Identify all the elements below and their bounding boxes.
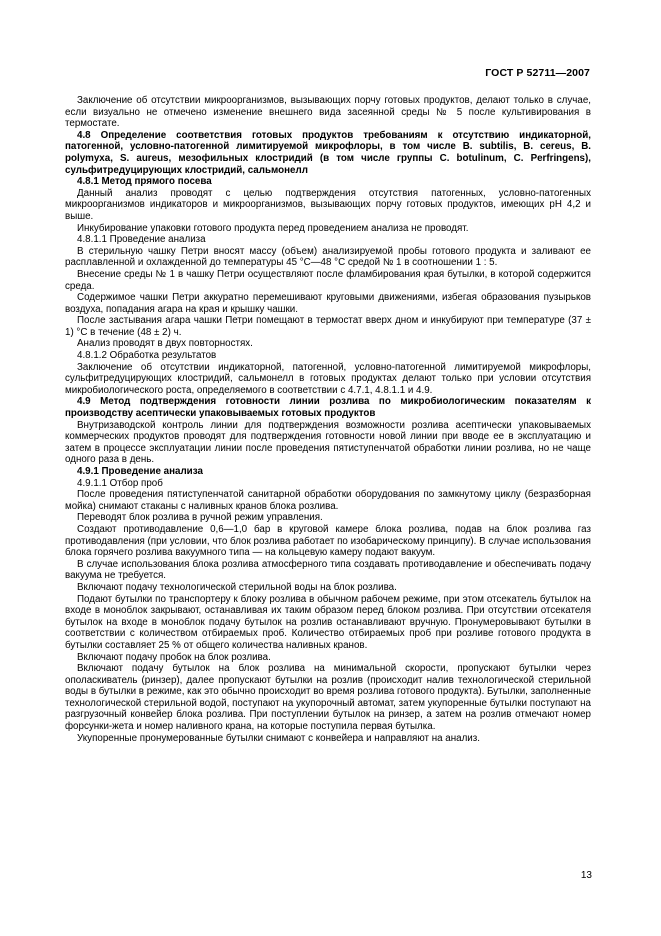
body-paragraph: Инкубирование упаковки готового продукта перед проведением анализа не проводят. (77, 222, 469, 234)
body-paragraph: После проведения пятиступенчатой санитарной обработки оборудования по замкнутому циклу (безразборная мойка) снимают стаканы с наливных кранов блока розлива. (65, 489, 591, 512)
body-paragraph: Данный анализ проводят с целью подтверждения отсутствия патогенных, условно-патогенных микроорганизмов индикаторов и микроорганизмов, вызывающих порчу готовых продуктов, имеющих pH 4,2 и выше. (65, 187, 591, 222)
body-paragraph: После застывания агара чашки Петри помещают в термостат вверх дном и инкубируют при температуре (37 ± 1) °С в течение (48 ± 2) ч. (65, 315, 591, 338)
body-paragraph: Заключение об отсутствии микроорганизмов, вызывающих порчу готовых продуктов, делают только в случае, если визуально не отмечено изменение внешнего вида засеянной среды № 5 после культивирования в термостате. (65, 95, 591, 130)
section-heading: 4.9 Метод подтверждения готовности линии розлива по микробиологическим показателям к производству асептически упаковываемых готовых продуктов (65, 396, 591, 420)
body-paragraph: Включают подачу технологической стерильной воды на блок розлива. (77, 581, 397, 593)
body-paragraph: 4.8.1.2 Обработка результатов (77, 350, 217, 362)
body-paragraph: Анализ проводят в двух повторностях. (77, 338, 253, 350)
body-paragraph: Внутризаводской контроль линии для подтверждения возможности розлива асептически упаковываемых коммерческих продуктов проводят для подтверждения готовности новой линии при вводе ее в эксплуатацию и затем в процессе эксплуатации линии после проведения пятиступенчатой обработки линии розлива, но не чаще одного раза в день. (65, 419, 591, 466)
body-paragraph: Содержимое чашки Петри аккуратно перемешивают круговыми движениями, избегая образования пузырьков воздуха, попадания агара на края и крышку чашки. (65, 292, 591, 315)
body-paragraph: Укупоренные пронумерованные бутылки снимают с конвейера и направляют на анализ. (77, 732, 480, 744)
body-paragraph: Создают противодавление 0,6—1,0 бар в круговой камере блока розлива, подав на блок розлива газ противодавления (при условии, что блок розлива работает по изобарическому принципу). В случае использования блока горячего розлива вакуумного типа — на кольцевую камеру подают вакуум. (65, 523, 591, 559)
body-paragraph: В стерильную чашку Петри вносят массу (объем) анализируемой пробы готового продукта и заливают ее расплавленной и охлажденной до температуры 45 °С—48 °С средой № 1 в соотношении 1 : 5. (65, 245, 591, 269)
section-heading: 4.8.1 Метод прямого посева (77, 176, 212, 188)
body-paragraph: Внесение среды № 1 в чашку Петри осуществляют после фламбирования края бутылки, в которой содержится среда. (65, 268, 591, 292)
body-paragraph: Подают бутылки по транспортеру к блоку розлива в обычном рабочем режиме, при этом отсекатель бутылок на входе в моноблок закрывают, останавливая их таким образом перед блоком розлива. При отсутствии отсекателя бутылок на входе в моноблок подачу бутылок на розлив останавливают вручную. Пронумеровывают бутылки в соответствии с количеством отбираемых проб. Количество отбираемых проб при розливе готового продукта в бутылки составляет 25 % от общего количества наливных кранов. (65, 593, 591, 651)
document-header: ГОСТ Р 52711—2007 (485, 67, 590, 79)
body-paragraph: Включают подачу бутылок на блок розлива на минимальной скорости, пропускают бутылки через ополаскиватель (ринзер), далее пропускают бутылки на розлив (происходит налив технологической стерильной воды в бутылки в режиме, как это обычно происходит во время розлива готового продукта). Бутылки, заполненные технологической стерильной водой, поступают на укупорочный автомат, затем укупоренные бутылки поступают на разгрузочный конвейер блока розлива. При поступлении бутылок на ринзер, а затем на розлив отмечают номер форсунки-жета и номер наливного крана, на которые поступила первая бутылка. (65, 663, 591, 733)
body-paragraph: Включают подачу пробок на блок розлива. (77, 651, 271, 663)
document-body (65, 95, 591, 744)
page-number: 13 (580, 870, 592, 881)
body-paragraph: 4.8.1.1 Проведение анализа (77, 234, 206, 246)
body-paragraph: 4.9.1.1 Отбор проб (77, 477, 163, 489)
body-paragraph: Заключение об отсутствии индикаторной, патогенной, условно-патогенной лимитируемой микрофлоры, сульфитредуцирующих клостридий, сальмонелл в готовых продуктах делают только при условии отсутствия микробиологического роста, определяемого в соответствии с 4.7.1, 4.8.1.1 и 4.9. (65, 361, 591, 396)
section-heading: 4.8 Определение соответствия готовых продуктов требованиям к отсутствию индикаторной, патогенной, условно-патогенной лимитируемой микрофлоры, в том числе B. subtilis, B. cereus, B. polymyxa, S. aureus, мезофильных клостридий (в том числе группы C. botulinum, C. Perfringens), сульфитредуцирующих клостридий, сальмонелл (65, 129, 591, 176)
body-paragraph: Переводят блок розлива в ручной режим управления. (77, 512, 323, 524)
section-heading: 4.9.1 Проведение анализа (77, 466, 203, 477)
body-paragraph: В случае использования блока розлива атмосферного типа создавать противодавление и обеспечивать подачу вакуума не требуется. (65, 558, 591, 582)
